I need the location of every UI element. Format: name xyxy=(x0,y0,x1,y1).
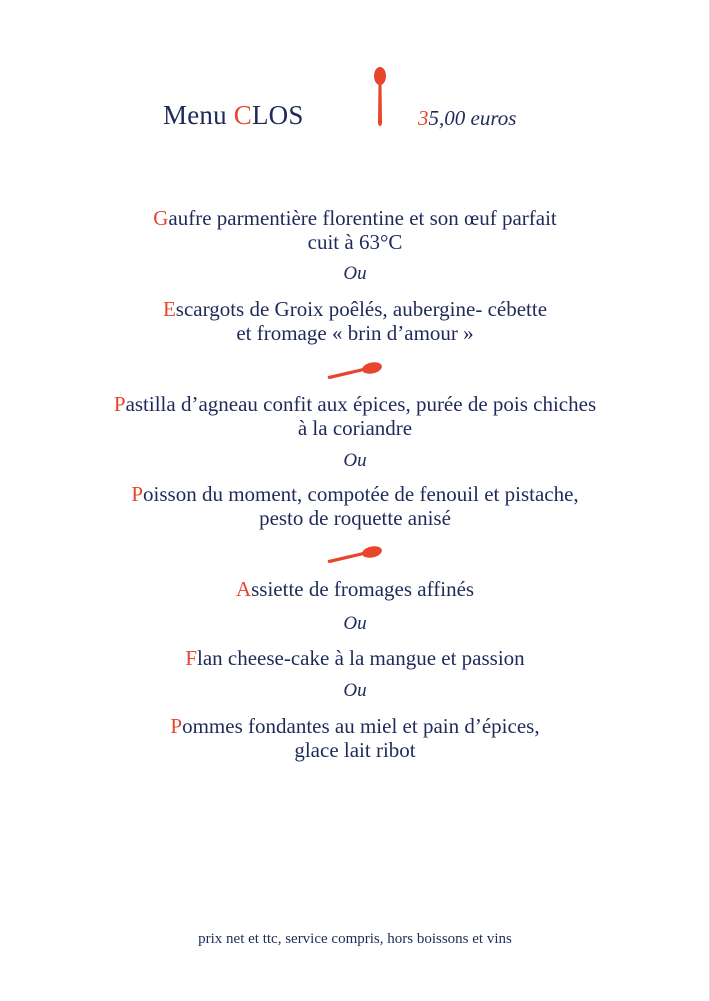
dish-initial: P xyxy=(113,392,126,416)
dish-line xyxy=(0,646,710,670)
spoon-icon xyxy=(326,544,386,566)
dish-text-2: et fromage « brin d’amour » xyxy=(236,321,474,345)
dish-line xyxy=(0,714,710,738)
main-2 xyxy=(0,482,710,530)
dessert-2 xyxy=(0,646,710,670)
title-prefix: Menu xyxy=(163,100,234,130)
dish-text: oisson du moment, compotée de fenouil et pistache, xyxy=(143,482,579,506)
price-initial: 3 xyxy=(418,106,429,130)
dish-text-2: cuit à 63°C xyxy=(307,230,403,254)
dish-initial: P xyxy=(170,714,183,738)
or-separator: Ou xyxy=(343,613,367,634)
dish-line xyxy=(0,577,710,601)
dish-text: aufre parmentière florentine et son œuf parfait xyxy=(168,206,557,230)
dish-line xyxy=(0,392,710,416)
footer-note: prix net et ttc, service compris, hors boissons et vins xyxy=(198,931,512,947)
main-1 xyxy=(0,392,710,440)
spoon-icon xyxy=(370,66,390,128)
price-rest: 5,00 euros xyxy=(428,106,517,130)
dish-initial: P xyxy=(131,482,144,506)
title-initial: C xyxy=(233,100,252,130)
dish-text: scargots de Groix poêlés, aubergine- cébette xyxy=(175,297,548,321)
menu-price xyxy=(418,106,516,131)
dish-initial: A xyxy=(235,577,252,601)
dish-text-2: pesto de roquette anisé xyxy=(259,506,451,530)
menu-header xyxy=(0,98,710,138)
spoon-icon xyxy=(326,360,386,382)
dish-text-2: à la coriandre xyxy=(297,416,413,440)
dish-initial: G xyxy=(153,206,169,230)
dish-line xyxy=(0,297,710,321)
dish-text: astilla d’agneau confit aux épices, purée de pois chiches xyxy=(125,392,597,416)
dish-initial: F xyxy=(185,646,197,670)
dish-text: ssiette de fromages affinés xyxy=(251,577,475,601)
title-suffix: LOS xyxy=(251,100,304,130)
dish-text: lan cheese-cake à la mangue et passion xyxy=(197,646,525,670)
or-separator: Ou xyxy=(343,263,367,284)
dish-text-2: glace lait ribot xyxy=(294,738,416,762)
or-separator: Ou xyxy=(343,680,367,701)
dish-line xyxy=(0,482,710,506)
menu-title xyxy=(163,100,304,131)
dish-text: ommes fondantes au miel et pain d’épices, xyxy=(182,714,540,738)
or-separator: Ou xyxy=(343,450,367,471)
dish-initial: E xyxy=(162,297,176,321)
dessert-1 xyxy=(0,577,710,601)
starter-1 xyxy=(0,206,710,254)
dessert-3 xyxy=(0,714,710,762)
starter-2 xyxy=(0,297,710,345)
dish-line xyxy=(0,206,710,230)
